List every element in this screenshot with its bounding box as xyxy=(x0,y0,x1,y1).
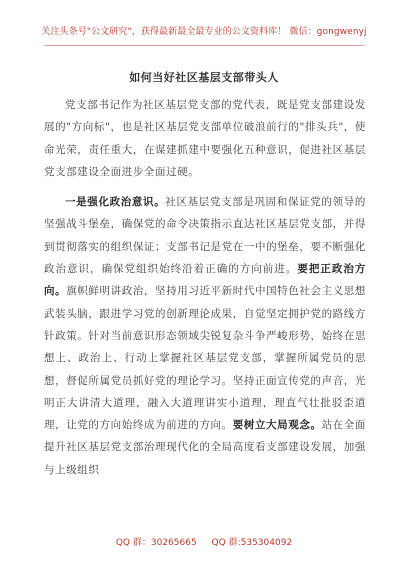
document-body xyxy=(44,94,366,489)
page-footer xyxy=(0,535,408,548)
section-subheading-c: 要树立大局观念。 xyxy=(232,419,322,432)
footer-qq-group-1: QQ 群：30265665 xyxy=(115,538,197,548)
footer-qq-group-2: QQ 群:535304092 xyxy=(211,538,293,548)
document-title: 如何当好社区基层支部带头人 xyxy=(129,71,279,84)
section-text-a: 社区基层党支部是巩固和保证党的领导的坚强战斗堡垒，确保党的命令决策指示直达社区基层党支部，并得到贯彻落实的组织保证；支部书记是党在一中的堡垒，要不断强化政治意识，确保党组织始终沿着正确的方向前进。 xyxy=(44,196,366,276)
section-subheading-b: 要把正政治方向。 xyxy=(44,263,366,298)
header-divider xyxy=(44,45,364,46)
header-notice: 关注头条号"公文研究"，获得最新最全最专业的公文资料库！ 微信：gongwenyj xyxy=(41,27,367,37)
page-header xyxy=(0,0,408,52)
section-heading: 一是强化政治意识。 xyxy=(65,196,166,209)
section-text-c: 站在全面提升社区基层党支部治理现代化的全局高度看支部建设发展，加强与上级组织 xyxy=(44,419,366,476)
intro-paragraph: 党支部书记作为社区基层党支部的党代表，既是党支部建设发展的"方向标"，也是社区基层党支部单位破浪前行的"排头兵"，使命光荣，责任重大，在谋建抓建中要强化五种意识，促进社区基层党支部建设全面进步全面过硬。 xyxy=(44,99,366,178)
section-paragraph xyxy=(44,191,366,481)
section-text-b: 旗帜鲜明讲政治，坚持用习近平新时代中国特色社会主义思想武装头脑，跟进学习党的创新理论成果，自觉坚定拥护党的路线方针政策。针对当前意识形态领域尖锐复杂斗争严峻形势，始终在思想上、政治上、行动上掌握社区基层党支部，掌握所属党员的思想，督促所属党员抓好党的理论学习。坚持正面宣传党的声音，光明正大讲清大道理，融入大道理讲实小道理，理直气壮批驳歪道理，让党的方向始终成为前进的方向。 xyxy=(44,285,367,432)
